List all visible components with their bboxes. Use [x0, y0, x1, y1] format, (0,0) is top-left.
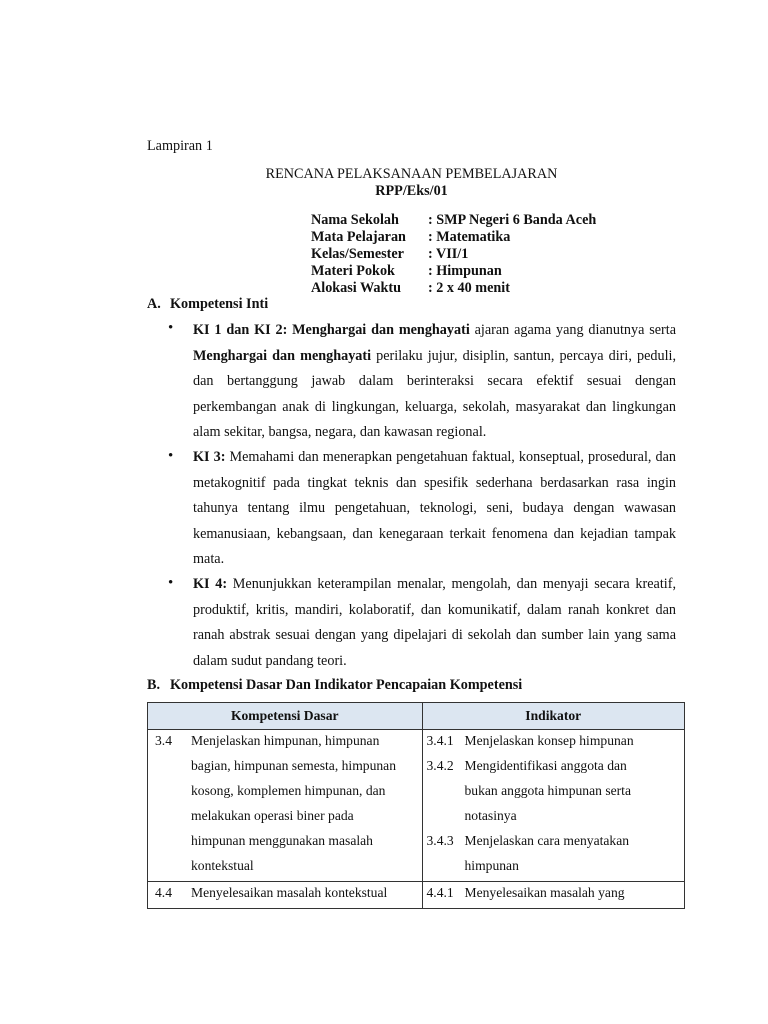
section-letter: A.	[147, 296, 161, 312]
indicator-cell	[422, 882, 685, 909]
kd-line: bagian, himpunan semesta, himpunan	[191, 758, 396, 773]
info-value: : Himpunan	[428, 263, 502, 279]
indicator-number: 4.4.1	[426, 885, 454, 900]
kd-cell	[148, 882, 423, 909]
ki-lead: KI 3:	[193, 449, 226, 465]
bullet-icon: •	[168, 320, 174, 336]
kd-line: kosong, komplemen himpunan, dan	[191, 783, 386, 798]
info-value: : VII/1	[428, 246, 469, 262]
document-title: RENCANA PELAKSANAAN PEMBELAJARAN	[265, 166, 558, 182]
section-a-heading	[147, 296, 268, 313]
kd-line: Menjelaskan himpunan, himpunan	[191, 733, 380, 748]
bullet-icon: •	[168, 448, 174, 464]
kd-line: Menyelesaikan masalah kontekstual	[191, 885, 388, 900]
indicator-line: bukan anggota himpunan serta	[464, 783, 631, 798]
indicator-line: notasinya	[464, 808, 517, 823]
section-title: Kompetensi Inti	[170, 296, 269, 312]
info-value: : Matematika	[428, 229, 511, 245]
lampiran-label: Lampiran 1	[147, 138, 213, 154]
info-label: Mata Pelajaran	[311, 229, 406, 245]
ki-lead: KI 4:	[193, 576, 228, 592]
indicator-cell	[422, 730, 685, 882]
ki-3-item	[193, 445, 676, 573]
ki-1-2-item	[193, 318, 676, 446]
info-label: Kelas/Semester	[311, 246, 404, 262]
kd-cell	[148, 730, 423, 882]
indicator-line: Menyelesaikan masalah yang	[464, 885, 625, 900]
section-b-heading	[147, 677, 522, 694]
info-value: : SMP Negeri 6 Banda Aceh	[428, 212, 597, 228]
info-label: Alokasi Waktu	[311, 280, 402, 296]
indicator-number: 3.4.2	[426, 758, 454, 773]
ki-text: ajaran agama yang dianutnya serta	[469, 322, 677, 338]
kd-line: melakukan operasi biner pada	[191, 808, 354, 823]
indicator-line: Menjelaskan cara menyatakan	[464, 833, 630, 848]
ki-text: perilaku jujur, disiplin, santun, percaya diri, peduli, dan bertanggung jawab dalam berinteraksi secara efektif sesuai dengan perkembangan anak di lingkungan, keluarga, sekolah, masyarakat dan lingkungan alam sekitar, bangsa, negara, dan kawasan regional.	[193, 347, 676, 440]
indicator-line: himpunan	[464, 858, 519, 873]
ki-bold: Menghargai dan menghayati	[193, 347, 372, 364]
ki-lead: KI 1 dan KI 2: Menghargai dan menghayati	[193, 322, 470, 338]
section-letter: B.	[147, 677, 161, 693]
kd-indicator-table	[147, 702, 685, 909]
header-kompetensi-dasar: Kompetensi Dasar	[148, 703, 423, 730]
header-indikator: Indikator	[422, 703, 685, 730]
kd-number: 3.4	[155, 733, 172, 748]
bullet-icon: •	[168, 575, 174, 591]
kd-line: kontekstual	[191, 858, 254, 873]
ki-4-item	[193, 572, 676, 674]
indicator-number: 3.4.1	[426, 733, 454, 748]
ki-text: Memahami dan menerapkan pengetahuan faktual, konseptual, prosedural, dan metakognitif pada tingkat teknis dan spesifik sederhana berdasarkan rasa ingin tahunya tentang ilmu pengetahuan, teknologi, seni, budaya dengan wawasan kemanusiaan, kebangsaan, dan kenegaraan terkait fenomena dan kejadian tampak mata.	[193, 449, 676, 567]
indicator-line: Menjelaskan konsep himpunan	[464, 733, 634, 748]
document-code: RPP/Eks/01	[375, 183, 448, 199]
table-header-row	[148, 703, 685, 730]
kd-line: himpunan menggunakan masalah	[191, 833, 373, 848]
ki-text: Menunjukkan keterampilan menalar, mengolah, dan menyaji secara kreatif, produktif, kritis, mandiri, kolaboratif, dan komunikatif, dalam ranah konkret dan ranah abstrak sesuai dengan yang dipelajari di sekolah dan sumber lain yang sama dalam sudut pandang teori.	[193, 576, 676, 669]
kd-number: 4.4	[155, 885, 172, 900]
table-row	[148, 882, 685, 909]
info-label: Nama Sekolah	[311, 212, 399, 228]
indicator-line: Mengidentifikasi anggota dan	[464, 758, 627, 773]
table-row	[148, 730, 685, 882]
info-value: : 2 x 40 menit	[428, 280, 510, 296]
info-label: Materi Pokok	[311, 263, 395, 279]
indicator-number: 3.4.3	[426, 833, 454, 848]
section-title: Kompetensi Dasar Dan Indikator Pencapaian Kompetensi	[170, 677, 523, 693]
